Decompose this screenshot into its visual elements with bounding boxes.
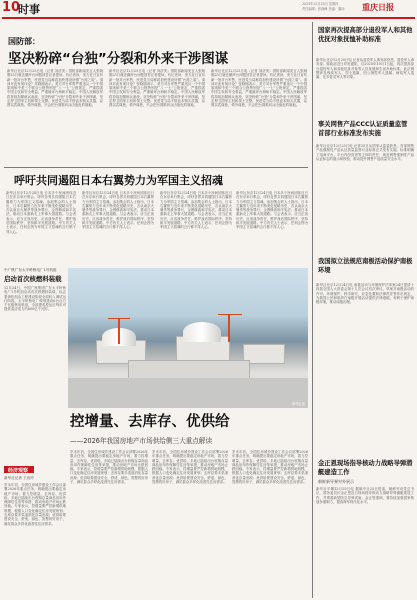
housing-body-col3: 岁末年初，全国住房城乡建设工作会议部署2026年重点任务，明确提出要稳定房地产市场，着力控增量、去库存、优供给。多地已陆续出台收购存量商品房用作保障性住房等举措，推动房地产市场止跌回稳。专家表示，控增量要严控新增供地规模，根据人口变化确定住房发展规划；去库存要多渠道消化存量房源；优供给要建设安全、舒适、绿色、智慧的好房子，满足群众多样化改善性住房需求。 [152, 450, 228, 485]
page-number: 10 [2, 0, 21, 15]
top-article [4, 25, 308, 165]
photo-caption-box [4, 268, 66, 408]
housing-body-col2: 岁末年初，全国住房城乡建设工作会议部署2026年重点任务，明确提出要稳定房地产市场，着力控增量、去库存、优供给。多地已陆续出台收购存量商品房用作保障性住房等举措，推动房地产市场止跌回稳。专家表示，控增量要严控新增供地规模，根据人口变化确定住房发展规划；去库存要多渠道消化存量房源；优供给要建设安全、舒适、绿色、智慧的好房子，满足群众多样化改善性住房需求。 [70, 450, 148, 485]
article-headline: 坚决粉碎“台独”分裂和外来干涉图谋 [8, 51, 229, 67]
housing-body-col1: 岁末年初，全国住房城乡建设工作会议部署2026年重点任务，明确提出要稳定房地产市场，着力控增量、去库存、优供给。多地已陆续出台收购存量商品房用作保障性住房等举措，推动房地产市场止跌回稳。专家表示，控增量要严控新增供地规模，根据人口变化确定住房发展规划；去库存要多渠道消化存量房源；优供给要建设安全、舒适、绿色、智慧的好房子，满足群众多样化改善性住房需求。 [4, 483, 66, 526]
sidebar-item-1-headline: 国家再次提高部分退役军人和其他优抚对象抚恤补助标准 [318, 27, 413, 43]
article-kicker: 国防部： [8, 37, 40, 46]
sidebar-item-3-headline: 我国拟立法规范南极活动保护南极环境 [318, 258, 413, 274]
japan-body-col4: 新华社东京12月24日电 日本多个民间团体近日在东京举行集会，呼吁各界共同遏阻日本右翼势力为军国主义招魂。参加集会的人士指出，日本右翼势力近年来不断美化侵略历史，否认南京大屠杀等战争罪行，企图修改和平宪法，推动日本重新走上军事大国道路。与会者表示，应当正视历史、反省战争责任，维护战后国际秩序，坚持和平发展道路。中方有关人士表示，任何企图为军国主义招魂的言行都不得人心。 [236, 191, 308, 230]
sidebar-item-1-body: 新华社北京12月25日电 记者从退役军人事务部获悉，退役军人事务部、财政部近日印发通知，自2025年10月1日起，再次提高部分退役军人和其他优抚对象等人员抚恤和生活补助标准。此次调整涉及残疾军人、烈士遗属、因公牺牲军人遗属、病故军人遗属、在乡复员军人等对象。 [316, 58, 414, 80]
japan-body-col1: 新华社东京12月24日电 日本多个民间团体近日在东京举行集会，呼吁各界共同遏阻日本右翼势力为军国主义招魂。参加集会的人士指出，日本右翼势力近年来不断美化侵略历史，否认南京大屠杀等战争罪行，企图修改和平宪法，推动日本重新走上军事大国道路。与会者表示，应当正视历史、反省战争责任，维护战后国际秩序，坚持和平发展道路。中方有关人士表示，任何企图为军国主义招魂的言行都不得人心。 [6, 191, 76, 234]
header-editor: 责任编辑：张晓峰 美编：翼扬 [302, 7, 345, 11]
sidebar-divider [312, 22, 313, 598]
article-body-col1: 新华社北京12月25日电（记者 刘济美）国防部新闻发言人张晓刚25日就近期涉台问题回答记者提问。有记者问，美方近日宣布新一批对台军售，民进党当局称将加快建设所谓“台湾之盾”。请问对此有何评论？张晓刚表示，美方对台军售严重违反一个中国原则和中美三个联合公报特别是“八·一七”公报规定，严重损害中国主权和安全利益，严重破坏台海和平稳定。中国人民解放军将持续加紧练兵备战，坚决粉碎“台独”分裂和外来干涉图谋，坚定捍卫国家主权和领土完整。民进党当局不惜血本购买武器，妄图以武谋独、倚外谋独，只会把台湾推向兵凶战危的境地。 [7, 69, 103, 108]
sidebar-item-2-body: 新华社北京12月25日电 记者25日从国家认监委获悉，首部网售产品强制性产品认证质量监管行业标准正式发布实施。标准明确了电商平台、平台内经营者等主体的责任，规范网售强制性产品认证标志的展示和核验，推动提升网售产品质量安全水平。 [316, 144, 414, 161]
section-name: 时事 [18, 3, 40, 16]
housing-headline: 控增量、去库存、优供给 [70, 414, 230, 430]
header-rule [2, 17, 415, 19]
divider [4, 167, 308, 168]
sidebar-item-4-body: 新华社平壤12月25日电 据朝中社25日报道，朝鲜劳动党总书记、国务委员长金正恩近日现场指导核动力战略导弹潜艇建造工作，并观看新型防空导弹试射。金正恩强调，要持续加强国家核战争遏制力，提高海军现代化水平。 [316, 487, 414, 504]
sidebar-item-4-subheadline: 朝鲜新导弹对外展示 [318, 479, 354, 484]
page-header [2, 0, 415, 17]
photo-caption-body: 12月24日，中国广核集团广东太平岭核电厂1号机组启动首次核燃料装载，标志着该机组由工程建设阶段全面转入调试运行阶段。太平岭核电厂规划建设6台百万千瓦级核电机组，全部建成投运后每年可提供清洁电力约600亿千瓦时。 [4, 286, 66, 312]
article-body-col2: 新华社北京12月25日电（记者 刘济美）国防部新闻发言人张晓刚25日就近期涉台问题回答记者提问。有记者问，美方近日宣布新一批对台军售，民进党当局称将加快建设所谓“台湾之盾”。请问对此有何评论？张晓刚表示，美方对台军售严重违反一个中国原则和中美三个联合公报特别是“八·一七”公报规定，严重损害中国主权和安全利益，严重破坏台海和平稳定。中国人民解放军将持续加紧练兵备战，坚决粉碎“台独”分裂和外来干涉图谋，坚定捍卫国家主权和领土完整。民进党当局不惜血本购买武器，妄图以武谋独、倚外谋独，只会把台湾推向兵凶战危的境地。 [109, 69, 205, 108]
housing-body-col4: 岁末年初，全国住房城乡建设工作会议部署2026年重点任务，明确提出要稳定房地产市场，着力控增量、去库存、优供给。多地已陆续出台收购存量商品房用作保障性住房等举措，推动房地产市场止跌回稳。专家表示，控增量要严控新增供地规模，根据人口变化确定住房发展规划；去库存要多渠道消化存量房源；优供给要建设安全、舒适、绿色、智慧的好房子，满足群众多样化改善性住房需求。 [232, 450, 308, 485]
header-date: 2025年12月25日 星期四 [302, 2, 339, 6]
photo-caption-title: 中广核广东太平岭核电厂1号机组 [4, 268, 57, 272]
housing-label: 经济观察 [4, 466, 34, 473]
japan-body-col2: 新华社东京12月24日电 日本多个民间团体近日在东京举行集会，呼吁各界共同遏阻日本右翼势力为军国主义招魂。参加集会的人士指出，日本右翼势力近年来不断美化侵略历史，否认南京大屠杀等战争罪行，企图修改和平宪法，推动日本重新走上军事大国道路。与会者表示，应当正视历史、反省战争责任，维护战后国际秩序，坚持和平发展道路。中方有关人士表示，任何企图为军国主义招魂的言行都不得人心。 [82, 191, 154, 230]
housing-byline: 新华社记者 王优玲 [4, 476, 34, 480]
masthead-logo: 重庆日报 [362, 2, 394, 12]
sidebar-item-3-body: 新华社北京12月24日电 南极活动与环境保护法草案24日提请十四届全国人大常委会第十九次会议初次审议。草案对南极活动的许可、环境保护、科学研究、应急处置和法律责任等作出规定，为我国公民和组织在南极开展活动提供法律遵循，有利于保护南极环境，推动南极治理。 [316, 283, 414, 305]
japan-headline: 呼吁共同遏阻日本右翼势力为军国主义招魂 [14, 174, 223, 187]
sidebar-item-4-headline: 金正恩现场指导核动力战略导弹潜艇建造工作 [318, 460, 413, 476]
photo-caption-headline: 启动首次核燃料装载 [4, 275, 62, 283]
japan-body-col3: 新华社东京12月24日电 日本多个民间团体近日在东京举行集会，呼吁各界共同遏阻日本右翼势力为军国主义招魂。参加集会的人士指出，日本右翼势力近年来不断美化侵略历史，否认南京大屠杀等战争罪行，企图修改和平宪法，推动日本重新走上军事大国道路。与会者表示，应当正视历史、反省战争责任，维护战后国际秩序，坚持和平发展道路。中方有关人士表示，任何企图为军国主义招魂的言行都不得人心。 [160, 191, 232, 230]
photo-credit: 新华社发 [292, 402, 305, 406]
article-body-col3: 新华社北京12月25日电（记者 刘济美）国防部新闻发言人张晓刚25日就近期涉台问题回答记者提问。有记者问，美方近日宣布新一批对台军售，民进党当局称将加快建设所谓“台湾之盾”。请问对此有何评论？张晓刚表示，美方对台军售严重违反一个中国原则和中美三个联合公报特别是“八·一七”公报规定，严重损害中国主权和安全利益，严重破坏台海和平稳定。中国人民解放军将持续加紧练兵备战，坚决粉碎“台独”分裂和外来干涉图谋，坚定捍卫国家主权和领土完整。民进党当局不惜血本购买武器，妄图以武谋独、倚外谋独，只会把台湾推向兵凶战危的境地。 [211, 69, 307, 108]
sidebar-item-2-headline: 事关网售产品CCC认证质量监管 首部行业标准发布实施 [318, 121, 408, 137]
nuclear-plant-photo [68, 268, 308, 408]
housing-subheadline: ——2026年我国房地产市场供给侧三大重点解读 [70, 437, 213, 445]
